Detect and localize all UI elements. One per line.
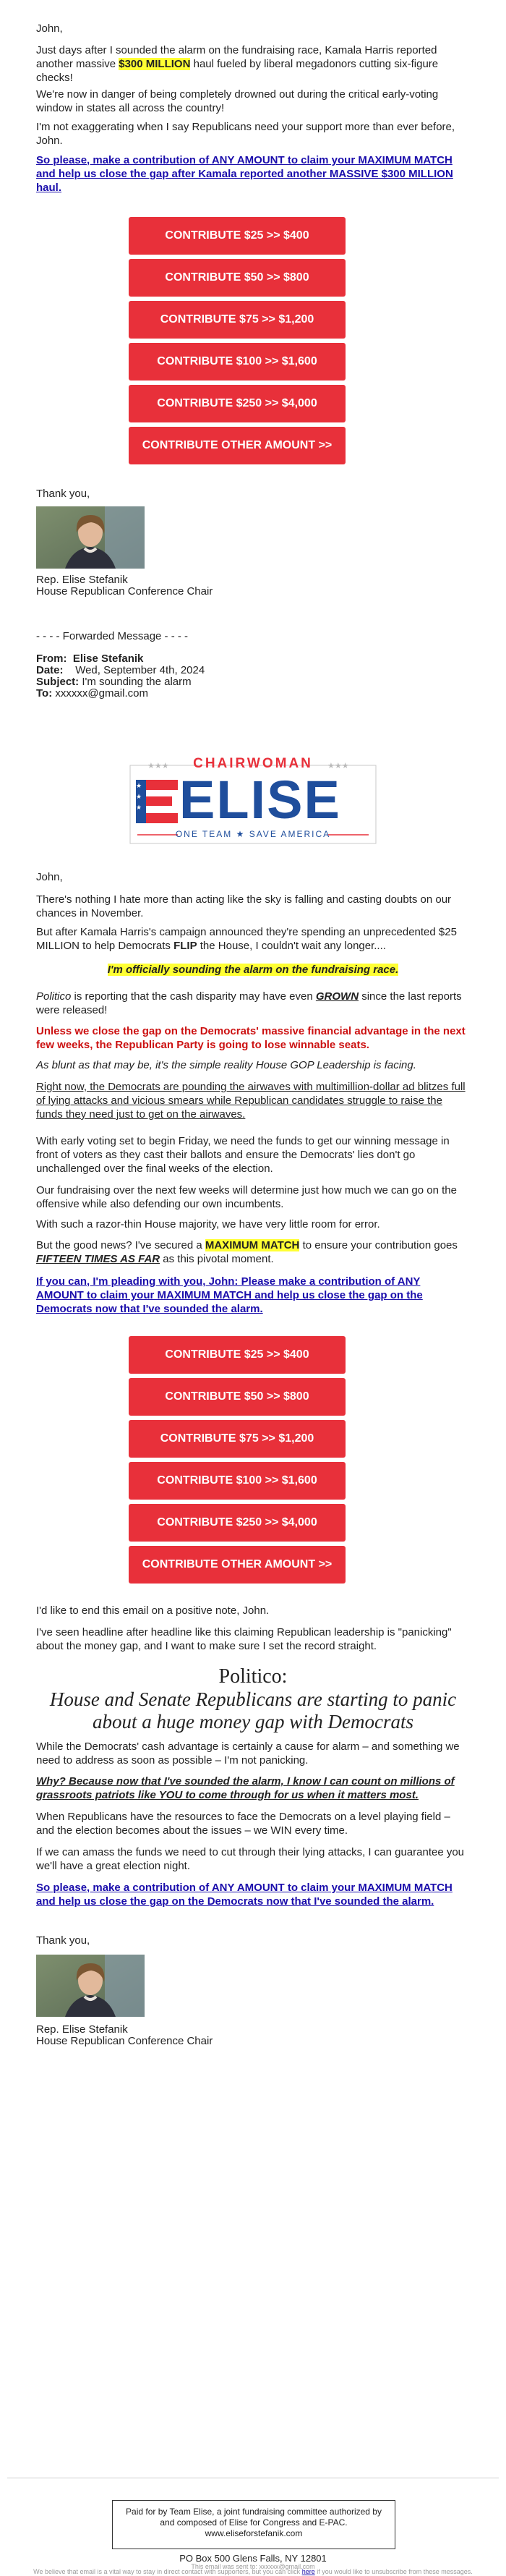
fwd-date-label: Date: <box>36 664 64 676</box>
p1-text-end: haul fueled by liberal megadonors cutting six-figure checks! <box>36 58 439 84</box>
fwd-paragraph-9: Why? Because now that I've sounded the alarm, I know I can count on millions of grassroots patriots like YOU to come through for us when it matters most. <box>36 1775 455 1801</box>
fwd-paragraph-8: While the Democrats' cash advantage is certainly a cause for alarm – and something we need to address as soon as possible – I'm not panicking. <box>36 1740 460 1767</box>
contribute-100-button[interactable]: CONTRIBUTE $100 >> $1,600 <box>129 343 346 381</box>
fwd-to-row <box>36 688 470 700</box>
politico-ref: Politico <box>36 990 72 1003</box>
logo-tagline: ONE TEAM ★ SAVE AMERICA <box>175 829 331 839</box>
logo-top-text: CHAIRWOMAN <box>193 756 313 771</box>
fwd-to-label: To: <box>36 687 53 700</box>
headline-intro: I've seen headline after headline like this claiming Republican leadership is "panicking" about the money gap, and I want to make sure I set the record straight. <box>36 1626 452 1652</box>
greeting: John, <box>36 22 63 35</box>
fwd-paragraph-10: When Republicans have the resources to face the Democrats on a level playing field – and the election becomes about the issues – we WIN every time. <box>36 1811 450 1837</box>
italic-line: As blunt as that may be, it's the simple reality House GOP Leadership is facing. <box>36 1059 416 1071</box>
positive-note: I'd like to end this email on a positive note, John. <box>36 1604 270 1617</box>
flag-e-icon <box>136 780 178 823</box>
fwd-from: Elise Stefanik <box>72 652 144 665</box>
contribute-75-button[interactable]: CONTRIBUTE $75 >> $1,200 <box>129 301 346 339</box>
fwd-date-row <box>36 665 470 676</box>
contribute-other-button[interactable]: CONTRIBUTE OTHER AMOUNT >> <box>129 427 346 464</box>
q3-emphasis: GROWN <box>315 990 359 1003</box>
fwd-paragraph-6: With such a razor-thin House majority, we have very little room for error. <box>36 1218 380 1230</box>
q2-text-end: the House, I couldn't wait any longer.... <box>197 940 386 952</box>
thanks-text: Thank you, <box>36 488 90 500</box>
paragraph-1 <box>36 43 470 85</box>
fwd-paragraph-4: With early voting set to begin Friday, we need the funds to get our winning message in front of voters as they cast their ballots and ensure the Democrats' lies don't go unchallenged over the final weeks of the election. <box>36 1135 450 1175</box>
q2-bold: FLIP <box>173 940 197 952</box>
fwd-greeting: John, <box>36 871 63 883</box>
paid-for-box <box>112 2500 395 2549</box>
fwd-from-row <box>36 653 470 665</box>
fifteen-times-emphasis: FIFTEEN TIMES AS FAR <box>36 1253 160 1265</box>
fwd-paragraph-7 <box>36 1238 470 1266</box>
unsubscribe-link[interactable]: here <box>301 2568 315 2575</box>
svg-text:★★★: ★★★ <box>147 761 169 770</box>
fwd-signature-name: Rep. Elise Stefanik <box>36 2023 128 2036</box>
signature-photo <box>36 506 145 569</box>
cta-link-2[interactable]: If you can, I'm pleading with you, John: Please make a contribution of ANY AMOUNT to claim your MAXIMUM MATCH and help us close the gap on the Democrats now that I've sounded the alarm. <box>36 1275 423 1315</box>
fwd-contribute-100-button[interactable]: CONTRIBUTE $100 >> $1,600 <box>129 1462 346 1500</box>
svg-text:★: ★ <box>136 783 142 790</box>
chairwoman-elise-logo <box>123 752 383 854</box>
signature-photo-2 <box>36 1955 145 2017</box>
unsub-text: We believe that email is a vital way to stay in direct contact with supporters, but you can click <box>33 2568 302 2575</box>
fwd-from-label: From: <box>36 652 67 665</box>
signature-name: Rep. Elise Stefanik <box>36 574 128 586</box>
fwd-paragraph-1: There's nothing I hate more than acting like the sky is falling and casting doubts on our chances in November. <box>36 893 452 919</box>
q2-text: But after Kamala Harris's campaign announced they're spending an unprecedented $25 MILLION to help Democrats <box>36 926 457 952</box>
footer-sent-to: This email was sent to: xxxxxx@gmail.com <box>191 2563 315 2570</box>
q7-text-mid: to ensure your contribution goes <box>299 1239 458 1251</box>
logo-main-text: ELISE <box>179 770 341 830</box>
fwd-subject-row <box>36 676 470 688</box>
q7-text-end: as this pivotal moment. <box>160 1253 274 1265</box>
contribute-50-button[interactable]: CONTRIBUTE $50 >> $800 <box>129 259 346 297</box>
alarm-line <box>0 964 506 977</box>
fwd-contribute-75-button[interactable]: CONTRIBUTE $75 >> $1,200 <box>129 1420 346 1458</box>
svg-text:★: ★ <box>136 794 142 801</box>
fwd-contribute-25-button[interactable]: CONTRIBUTE $25 >> $400 <box>129 1336 346 1374</box>
fwd-paragraph-11: If we can amass the funds we need to cut through their lying attacks, I can guarantee you we'll have a great election night. <box>36 1846 465 1872</box>
fwd-signature-title: House Republican Conference Chair <box>36 2035 213 2047</box>
footer-unsubscribe-line <box>0 2568 506 2576</box>
unsub-text-end: if you would like to unsubscribe from these messages. <box>314 2568 473 2575</box>
svg-text:★: ★ <box>136 804 142 812</box>
paragraph-3: I'm not exaggerating when I say Republicans need your support more than ever before, John. <box>36 121 455 147</box>
paid-for-text: Paid for by Team Elise, a joint fundraising committee authorized by and composed of Elise for Congress and E-PAC. www.eliseforstefanik.com <box>126 2507 382 2538</box>
maximum-match-highlight: MAXIMUM MATCH <box>205 1239 300 1251</box>
q7-text: But the good news? I've secured a <box>36 1239 205 1251</box>
p1-highlight: $300 MILLION <box>119 58 191 70</box>
signature-title: House Republican Conference Chair <box>36 585 213 598</box>
fwd-to: xxxxxx@gmail.com <box>55 687 148 700</box>
red-warning: Unless we close the gap on the Democrats' massive financial advantage in the next few weeks, the Republican Party is going to lose winnable seats. <box>36 1025 466 1051</box>
cta-link-1[interactable]: So please, make a contribution of ANY AMOUNT to claim your MAXIMUM MATCH and help us close the gap after Kamala reported another MASSIVE $300 MILLION haul. <box>36 154 453 194</box>
underlined-paragraph: Right now, the Democrats are pounding the airwaves with multimillion-dollar ad blitzes full of lying attacks and vicious smears while Republican candidates struggle to raise the funds they need just to get on the airwaves. <box>36 1081 466 1121</box>
fwd-thanks: Thank you, <box>36 1934 90 1947</box>
fwd-date: Wed, September 4th, 2024 <box>75 664 205 676</box>
q3-text: is reporting that the cash disparity may have even <box>71 990 316 1003</box>
contribute-25-button[interactable]: CONTRIBUTE $25 >> $400 <box>129 217 346 255</box>
fwd-subject-label: Subject: <box>36 676 80 688</box>
forwarded-meta <box>36 653 470 700</box>
politico-headline: House and Senate Republicans are starting to panic about a huge money gap with Democrats <box>49 1688 457 1733</box>
fwd-contribute-other-button[interactable]: CONTRIBUTE OTHER AMOUNT >> <box>129 1546 346 1584</box>
cta-link-3[interactable]: So please, make a contribution of ANY AMOUNT to claim your MAXIMUM MATCH and help us close the gap on the Democrats now that I've sounded the alarm. <box>36 1882 453 1908</box>
footer-address: PO Box 500 Glens Falls, NY 12801 <box>179 2553 327 2564</box>
paragraph-2: We're now in danger of being completely drowned out during the critical early-voting window in states all across the country! <box>36 88 439 114</box>
forwarded-header: - - - - Forwarded Message - - - - <box>36 630 189 642</box>
fwd-paragraph-5: Our fundraising over the next few weeks will determine just how much we can go on the offensive while also defending our own incumbents. <box>36 1184 457 1210</box>
fwd-paragraph-3 <box>36 990 470 1017</box>
politico-title: Politico: <box>218 1665 288 1688</box>
svg-text:★★★: ★★★ <box>327 761 349 770</box>
fwd-paragraph-2 <box>36 925 470 953</box>
alarm-highlight: I'm officially sounding the alarm on the fundraising race. <box>107 964 399 976</box>
fwd-contribute-250-button[interactable]: CONTRIBUTE $250 >> $4,000 <box>129 1504 346 1542</box>
fwd-subject: I'm sounding the alarm <box>82 676 192 688</box>
fwd-contribute-50-button[interactable]: CONTRIBUTE $50 >> $800 <box>129 1378 346 1416</box>
p1-text: Just days after I sounded the alarm on the fundraising race, Kamala Harris reported another massive <box>36 44 437 70</box>
contribute-250-button[interactable]: CONTRIBUTE $250 >> $4,000 <box>129 385 346 422</box>
q3-text-end: since the last reports were released! <box>36 990 462 1016</box>
